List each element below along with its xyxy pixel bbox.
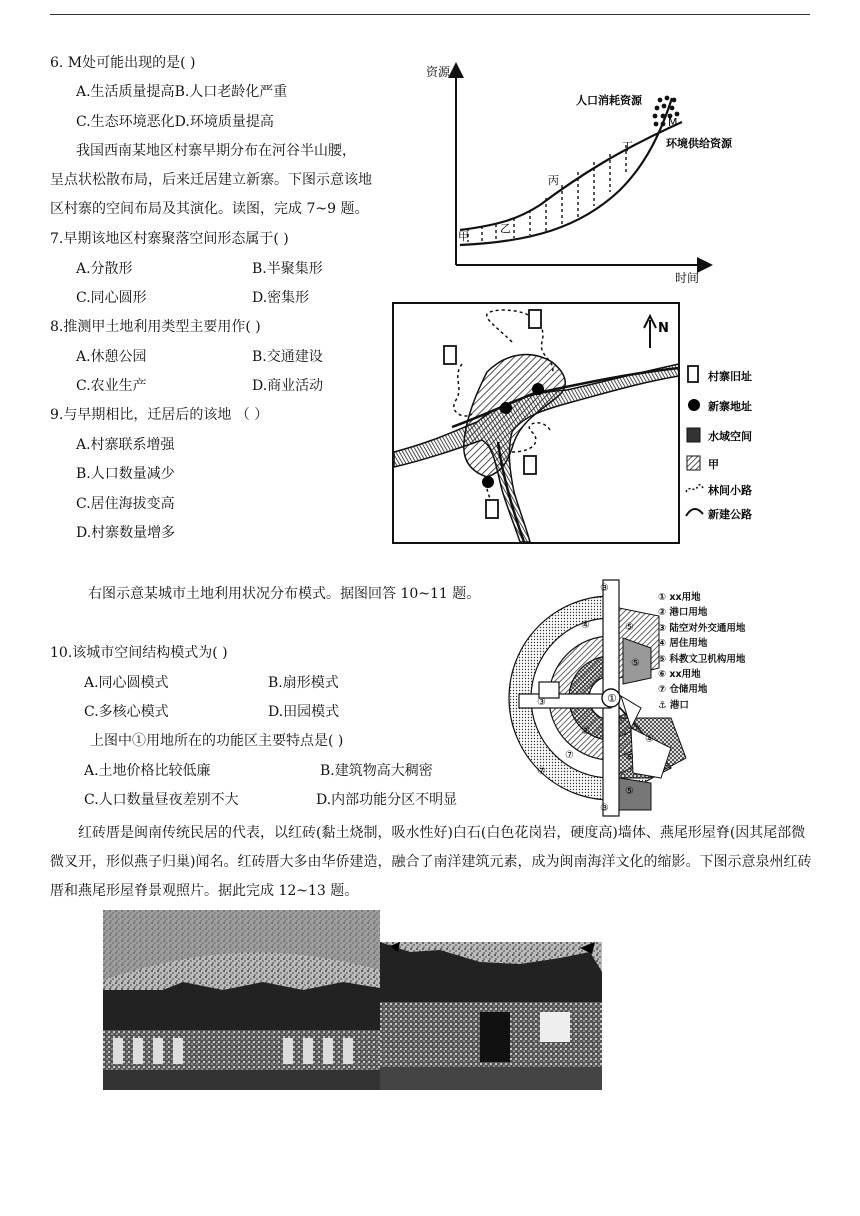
intro7-line1: 我国西南某地区村寨早期分布在河谷半山腰， xyxy=(76,143,356,159)
q9-option-c[interactable]: C.居住海拔变高 xyxy=(76,496,175,512)
old-site-4 xyxy=(486,500,498,518)
m-label: M xyxy=(668,116,678,129)
q9-option-b[interactable]: B.人口数量减少 xyxy=(76,466,175,482)
city-num-7b: ⑦ xyxy=(537,766,546,777)
city-legend-6: ⑥ xx用地 xyxy=(658,669,701,681)
q7-option-b[interactable]: B.半聚集形 xyxy=(252,261,323,277)
legend-water: 水域空间 xyxy=(708,430,752,443)
intro10: 右图示意某城市土地利用状况分布模式。据图回答 10~11 题。 xyxy=(88,586,481,602)
map-frame xyxy=(393,303,679,543)
city-num-5b: ⑤ xyxy=(631,658,640,669)
legend-jia: 甲 xyxy=(708,458,719,471)
q7-option-c[interactable]: C.同心圆形 xyxy=(76,290,147,306)
q11-stem: 上图中①用地所在的功能区主要特点是( ) xyxy=(90,733,344,749)
swallowtail-ridge-photo xyxy=(380,942,602,1090)
city-num-5a: ⑤ xyxy=(625,622,634,633)
village-map xyxy=(392,302,682,546)
q10-option-a[interactable]: A.同心圆模式 xyxy=(84,675,169,691)
old-site-3 xyxy=(524,456,536,474)
city-num-2: ② xyxy=(581,726,590,737)
city-num-6: ⑥ xyxy=(625,752,634,763)
q8-stem: 8.推测甲土地利用类型主要用作( ) xyxy=(50,319,261,335)
legend-new-site: 新寨地址 xyxy=(708,400,752,413)
q6-options-ab xyxy=(76,81,287,101)
q11-option-b[interactable]: B.建筑物高大稠密 xyxy=(320,763,433,779)
q11-option-a[interactable]: A.土地价格比较低廉 xyxy=(84,763,211,779)
city-num-4a: ④ xyxy=(581,620,590,631)
q10-option-d[interactable]: D.田园模式 xyxy=(268,704,340,720)
legend-path: 林间小路 xyxy=(708,484,752,497)
q10-stem: 10.该城市空间结构模式为( ) xyxy=(50,645,228,661)
city-legend-1: ① xx用地 xyxy=(658,592,701,603)
city-num-5c: ⑤ xyxy=(625,786,634,797)
city-legend-7: ⑦ 仓储用地 xyxy=(658,684,708,696)
city-num-1: ① xyxy=(607,692,617,705)
point-bing: 丙 xyxy=(548,174,559,187)
intro7-line2: 呈点状松散布局，后来迁居建立新寨。下图示意该地 xyxy=(50,172,372,188)
gap-hatching xyxy=(468,145,626,242)
city-num-7a: ⑦ xyxy=(565,750,574,761)
q7-option-d[interactable]: D.密集形 xyxy=(252,290,310,306)
q9-option-a[interactable]: A.村寨联系增强 xyxy=(76,437,175,453)
q7-stem: 7.早期该地区村寨聚落空间形态属于( ) xyxy=(50,231,289,247)
new-site-2 xyxy=(500,402,512,414)
city-legend-5: ⑤ 科教文卫机构用地 xyxy=(658,653,746,665)
q8-option-c[interactable]: C.农业生产 xyxy=(76,378,147,394)
q6-option-a[interactable]: A.生活质量提高 xyxy=(76,84,175,100)
city-num-4b: ④ xyxy=(645,734,654,745)
q11-option-d[interactable]: D.内部功能分区不明显 xyxy=(316,792,458,808)
point-ding: 丁 xyxy=(622,140,633,153)
q6-option-d[interactable]: D.环境质量提高 xyxy=(174,114,274,130)
q7-option-a[interactable]: A.分散形 xyxy=(76,261,133,277)
q6-option-c[interactable]: C.生态环境恶化 xyxy=(76,114,175,130)
north-label: N xyxy=(658,321,669,336)
intro12-paragraph: 红砖厝是闽南传统民居的代表，以红砖(黏土烧制，吸水性好)白石(白色花岗岩，硬度高)墙体、燕尾形屋脊(因其尾部微微叉开，形似燕子归巢)闻名。红砖厝大多由华侨建造，融合了南洋建筑元素，成为闽南海洋文化的缩影。下图示意泉州红砖厝和燕尾形屋脊景观照片。据此完成 12~13 题。 xyxy=(50,825,812,899)
city-num-3a: ③ xyxy=(600,583,609,594)
q11-option-c[interactable]: C.人口数量昼夜差别不大 xyxy=(84,792,239,808)
consume-curve xyxy=(460,98,672,245)
old-site-2 xyxy=(444,346,456,364)
q6-stem: 6. M处可能出现的是( ) xyxy=(50,55,196,71)
city-legend-4: ④ 居住用地 xyxy=(658,638,708,650)
intro7-line3: 区村寨的空间布局及其演化。读图，完成 7~9 题。 xyxy=(50,201,369,217)
q8-option-b[interactable]: B.交通建设 xyxy=(252,349,323,365)
q8-option-a[interactable]: A.休憩公园 xyxy=(76,349,147,365)
q10-option-c[interactable]: C.多核心模式 xyxy=(84,704,169,720)
red-brick-house-photo xyxy=(103,910,380,1090)
city-legend xyxy=(658,590,745,713)
q6-options-cd xyxy=(76,111,274,131)
new-site-1 xyxy=(532,383,544,395)
point-jia: 甲 xyxy=(458,230,469,243)
q9-stem: 9.与早期相比，迁居后的该地 （ ） xyxy=(50,407,269,423)
old-site-1 xyxy=(529,310,541,328)
resource-graph xyxy=(420,60,732,285)
point-yi: 乙 xyxy=(500,222,511,235)
new-site-3 xyxy=(482,476,494,488)
q8-option-d[interactable]: D.商业活动 xyxy=(252,378,324,394)
city-num-3c: ③ xyxy=(537,697,546,708)
city-legend-port: ⚓ 港口 xyxy=(658,699,689,711)
top-rule xyxy=(50,14,810,15)
q9-option-d[interactable]: D.村寨数量增多 xyxy=(76,525,176,541)
village-legend xyxy=(684,362,784,527)
x-axis-label: 时间 xyxy=(675,271,700,285)
q6-option-b[interactable]: B.人口老龄化严重 xyxy=(174,84,288,100)
y-axis-label: 资源 xyxy=(426,65,451,79)
q10-option-b[interactable]: B.扇形模式 xyxy=(268,675,339,691)
city-num-3b: ③ xyxy=(600,803,609,814)
city-legend-2: ② 港口用地 xyxy=(658,607,708,619)
legend-road: 新建公路 xyxy=(708,508,752,521)
supply-curve xyxy=(460,122,682,230)
city-legend-3: ③ 陆空对外交通用地 xyxy=(658,622,746,634)
legend-old-site: 村寨旧址 xyxy=(708,370,752,383)
consume-label: 人口消耗资源 xyxy=(576,94,642,107)
supply-label: 环境供给资源 xyxy=(666,137,732,150)
